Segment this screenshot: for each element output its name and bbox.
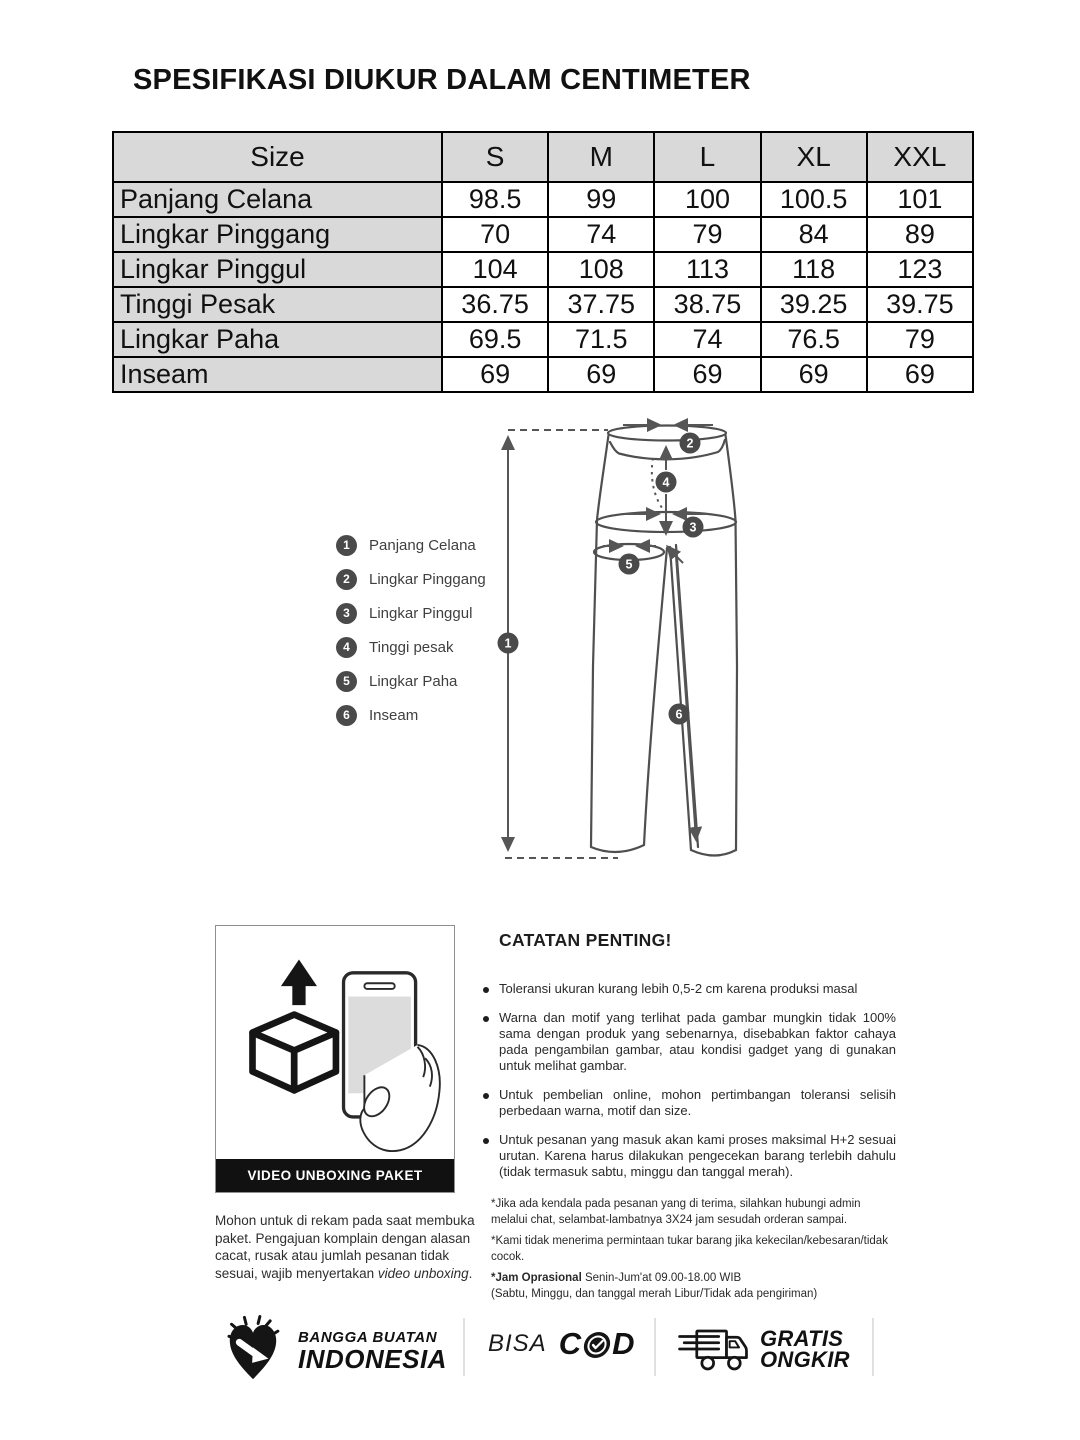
badge3-line1: GRATIS [760, 1326, 844, 1351]
legend-number-badge: 3 [336, 603, 357, 624]
cod-check-icon [581, 1331, 613, 1359]
legend-item [336, 596, 496, 630]
unboxing-caption [215, 1212, 477, 1282]
cell: 74 [548, 217, 654, 252]
col-header-xxl: XXL [867, 132, 973, 182]
caption-text: Mohon untuk di rekam pada saat membuka paket. Pengajuan komplain dengan alasan cacat, rusak atau jumlah pesanan tidak sesuai, wajib menyertakan [215, 1213, 475, 1281]
legend-number-badge: 2 [336, 569, 357, 590]
legend-label: Lingkar Pinggul [369, 604, 473, 622]
cell: 69 [442, 357, 548, 392]
col-header-s: S [442, 132, 548, 182]
cell: 76.5 [761, 322, 867, 357]
page-title: SPESIFIKASI DIUKUR DALAM CENTIMETER [133, 64, 751, 96]
svg-text:4: 4 [662, 475, 670, 490]
table-row [113, 287, 973, 322]
legend-label: Tinggi pesak [369, 638, 454, 656]
badge2-bisa: BISA [488, 1330, 547, 1357]
cell: 71.5 [548, 322, 654, 357]
table-row [113, 322, 973, 357]
badge1-line1: BANGGA BUATAN [298, 1328, 438, 1346]
row-label: Lingkar Paha [113, 322, 442, 357]
legend-number-badge: 1 [336, 535, 357, 556]
cell: 69.5 [442, 322, 548, 357]
note-bullet [499, 1132, 896, 1180]
badge-row [0, 1312, 1080, 1386]
badge-bangga-buatan-indonesia [222, 1314, 447, 1386]
badge-bisa-cod [488, 1326, 634, 1362]
diagram-marker-4 [656, 472, 677, 493]
cell: 84 [761, 217, 867, 252]
cell: 38.75 [654, 287, 760, 322]
cell: 118 [761, 252, 867, 287]
footnote: *Jika ada kendala pada pesanan yang di terima, silahkan hubungi admin melalui chat, selambat-lambatnya 3X24 jam sesudah orderan sampai. [491, 1198, 861, 1226]
cell: 69 [867, 357, 973, 392]
legend-item [336, 630, 496, 664]
heart-logo-icon [222, 1314, 284, 1386]
delivery-truck-icon [678, 1320, 750, 1378]
cell: 79 [867, 322, 973, 357]
cell: 69 [548, 357, 654, 392]
badge-gratis-ongkir [678, 1320, 850, 1378]
footnote-bold: *Jam Oprasional [491, 1272, 582, 1284]
footnote-rest: Senin-Jum'at 09.00-18.00 WIB [581, 1272, 742, 1284]
footnote-line4: (Sabtu, Minggu, dan tanggal merah Libur/Tidak ada pengiriman) [491, 1287, 818, 1300]
svg-text:6: 6 [675, 707, 683, 722]
cell: 101 [867, 182, 973, 217]
badge-divider [654, 1318, 656, 1376]
unboxing-banner: VIDEO UNBOXING PAKET [216, 1159, 454, 1192]
cell: 79 [654, 217, 760, 252]
legend-label: Panjang Celana [369, 536, 476, 554]
bullet-dot [483, 987, 489, 993]
row-label: Panjang Celana [113, 182, 442, 217]
diagram-marker-3 [683, 517, 704, 538]
cell: 113 [654, 252, 760, 287]
diagram-marker-1 [498, 633, 519, 654]
badge1-line2: INDONESIA [298, 1343, 447, 1374]
footnotes [491, 1197, 896, 1302]
col-header-l: L [654, 132, 760, 182]
footnote: *Kami tidak menerima permintaan tukar barang jika kekecilan/kebesaran/tidak cocok. [491, 1235, 888, 1263]
cell: 99 [548, 182, 654, 217]
col-header-m: M [548, 132, 654, 182]
svg-text:2: 2 [686, 436, 694, 451]
cell: 98.5 [442, 182, 548, 217]
cell: 89 [867, 217, 973, 252]
legend-label: Inseam [369, 706, 419, 724]
row-label: Inseam [113, 357, 442, 392]
row-label: Tinggi Pesak [113, 287, 442, 322]
pants-measurement-diagram [490, 406, 760, 866]
table-row [113, 182, 973, 217]
legend-number-badge: 5 [336, 671, 357, 692]
diagram-marker-5 [619, 554, 640, 575]
badge-divider [463, 1318, 465, 1376]
cell: 37.75 [548, 287, 654, 322]
badge2-letter-d: D [612, 1326, 635, 1361]
svg-text:1: 1 [504, 636, 512, 651]
col-header-size: Size [113, 132, 442, 182]
cell: 108 [548, 252, 654, 287]
table-row [113, 252, 973, 287]
cell: 69 [654, 357, 760, 392]
note-text: Toleransi ukuran kurang lebih 0,5-2 cm karena produksi masal [499, 981, 858, 996]
cell: 36.75 [442, 287, 548, 322]
legend-number-badge: 6 [336, 705, 357, 726]
legend-item [336, 664, 496, 698]
bullet-dot [483, 1138, 489, 1144]
diagram-marker-2 [680, 433, 701, 454]
row-label: Lingkar Pinggang [113, 217, 442, 252]
badge3-line2: ONGKIR [760, 1347, 850, 1372]
unboxing-card [215, 925, 455, 1193]
row-label: Lingkar Pinggul [113, 252, 442, 287]
legend-label: Lingkar Paha [369, 672, 458, 690]
caption-italic-text: video unboxing [377, 1265, 469, 1281]
table-header-row [113, 132, 973, 182]
cell: 39.75 [867, 287, 973, 322]
note-bullet [499, 1087, 896, 1119]
caption-period: . [468, 1265, 473, 1281]
footnote [491, 1271, 896, 1302]
table-row [113, 357, 973, 392]
note-text: Untuk pesanan yang masuk akan kami proses maksimal H+2 sesuai urutan. Karena harus dilakukan pengecekan barang terlebih dahulu (tidak termasuk sabtu, minggu dan tanggal merah). [499, 1132, 896, 1179]
legend-item [336, 698, 496, 732]
legend-label: Lingkar Pinggang [369, 570, 486, 588]
cell: 123 [867, 252, 973, 287]
cell: 100 [654, 182, 760, 217]
unboxing-illustration [216, 926, 454, 1159]
cell: 69 [761, 357, 867, 392]
cell: 39.25 [761, 287, 867, 322]
cell: 70 [442, 217, 548, 252]
note-bullet [499, 981, 896, 997]
legend-item [336, 562, 496, 596]
size-table [112, 131, 974, 393]
badge-divider [872, 1318, 874, 1376]
legend-item [336, 528, 496, 562]
svg-text:3: 3 [689, 520, 697, 535]
bullet-dot [483, 1093, 489, 1099]
phone-recording-box-icon [222, 933, 448, 1153]
col-header-xl: XL [761, 132, 867, 182]
svg-text:5: 5 [625, 557, 633, 572]
badge2-letter-c: C [558, 1326, 582, 1361]
diagram-marker-6 [669, 704, 690, 725]
bullet-dot [483, 1016, 489, 1022]
note-text: Untuk pembelian online, mohon pertimbangan toleransi selisih perbedaan warna, motif dan size. [499, 1087, 896, 1118]
measurement-legend [336, 528, 496, 732]
note-text: Warna dan motif yang terlihat pada gambar mungkin tidak 100% sama dengan produk yang sebenarnya, disebabkan faktor cahaya pada pengambilan gambar, atau kondisi gadget yang di gunakan untuk melihat gambar. [499, 1010, 896, 1073]
cell: 104 [442, 252, 548, 287]
cell: 100.5 [761, 182, 867, 217]
note-bullet [499, 1010, 896, 1074]
legend-number-badge: 4 [336, 637, 357, 658]
important-notes [491, 930, 896, 1308]
table-row [113, 217, 973, 252]
cell: 74 [654, 322, 760, 357]
notes-list [499, 981, 896, 1180]
notes-heading: CATATAN PENTING! [499, 930, 672, 950]
